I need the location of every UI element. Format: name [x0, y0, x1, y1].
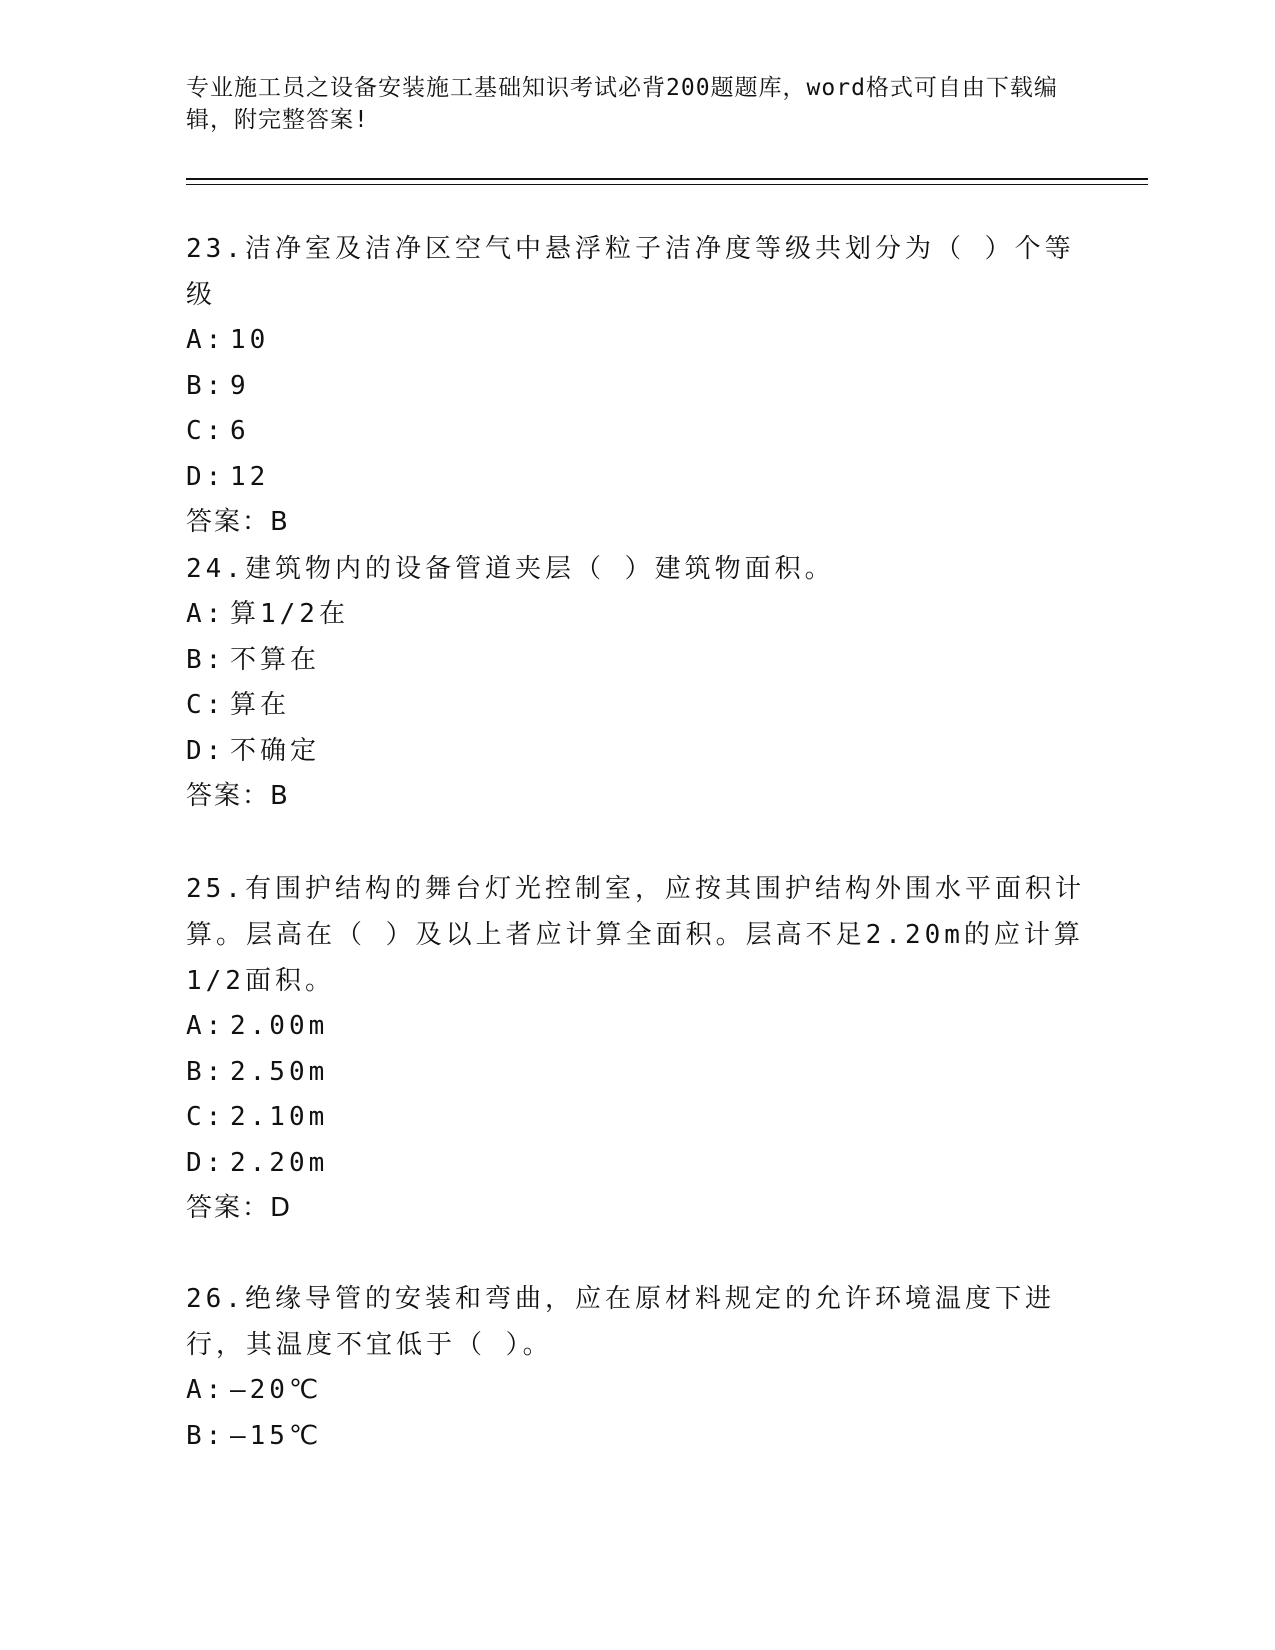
option-key: A: — [186, 1375, 226, 1405]
option-key: B: — [186, 1420, 226, 1451]
question-24 — [186, 546, 1086, 818]
question-23 — [186, 226, 1086, 544]
option-text: 不确定 — [230, 735, 321, 766]
answer-line: 答案：B — [186, 781, 290, 811]
question-stem: 25.有围护结构的舞台灯光控制室，应按其围护结构外围水平面积计算。层高在（ ）及以上者应计算全面积。层高不足2.20m的应计算1/2面积。 — [186, 874, 1085, 996]
option-text: –20℃ — [230, 1375, 323, 1405]
option-b — [186, 1050, 1086, 1096]
option-key: C: — [186, 690, 226, 720]
option-key: D: — [186, 1147, 226, 1178]
document-header: 专业施工员之设备安装施工基础知识考试必背200题题库，word格式可自由下载编辑，附完整答案! — [186, 75, 1058, 133]
option-a — [186, 1004, 1086, 1050]
option-text: 6 — [230, 416, 250, 446]
option-c — [186, 409, 1086, 455]
option-text: 10 — [230, 325, 270, 355]
option-a — [186, 318, 1086, 364]
option-text: 2.50m — [230, 1056, 329, 1087]
option-key: B: — [186, 1056, 226, 1087]
question-stem: 23.洁净室及洁净区空气中悬浮粒子洁净度等级共划分为（ ）个等级 — [186, 234, 1075, 310]
question-stem: 26.绝缘导管的安装和弯曲，应在原材料规定的允许环境温度下进行，其温度不宜低于（ ）。 — [186, 1284, 1055, 1360]
question-26 — [186, 1276, 1086, 1459]
option-d — [186, 455, 1086, 501]
option-text: 12 — [230, 461, 270, 492]
option-key: B: — [186, 370, 226, 401]
header-divider-thick — [186, 178, 1148, 180]
option-b — [186, 364, 1086, 410]
option-a — [186, 1368, 1086, 1414]
option-key: D: — [186, 735, 226, 766]
option-text: 不算在 — [230, 644, 321, 675]
option-key: A: — [186, 325, 226, 355]
option-text: 2.10m — [230, 1102, 329, 1132]
option-key: A: — [186, 599, 226, 629]
answer-line: 答案：D — [186, 1193, 293, 1223]
option-text: –15℃ — [230, 1420, 323, 1451]
option-c — [186, 1095, 1086, 1141]
option-key: C: — [186, 416, 226, 446]
option-text: 算1/2在 — [230, 599, 349, 629]
option-d — [186, 729, 1086, 775]
question-25 — [186, 866, 1086, 1230]
option-c — [186, 683, 1086, 729]
question-stem: 24.建筑物内的设备管道夹层（ ）建筑物面积。 — [186, 554, 835, 584]
option-d — [186, 1141, 1086, 1187]
option-a — [186, 592, 1086, 638]
option-text: 2.20m — [230, 1147, 329, 1178]
option-key: D: — [186, 461, 226, 492]
option-text: 9 — [230, 370, 250, 401]
option-b — [186, 638, 1086, 684]
option-key: C: — [186, 1102, 226, 1132]
header-divider-thin — [186, 184, 1148, 185]
option-text: 2.00m — [230, 1011, 329, 1041]
option-key: A: — [186, 1011, 226, 1041]
option-b — [186, 1414, 1086, 1460]
option-text: 算在 — [230, 690, 291, 720]
option-key: B: — [186, 644, 226, 675]
answer-line: 答案：B — [186, 507, 290, 537]
